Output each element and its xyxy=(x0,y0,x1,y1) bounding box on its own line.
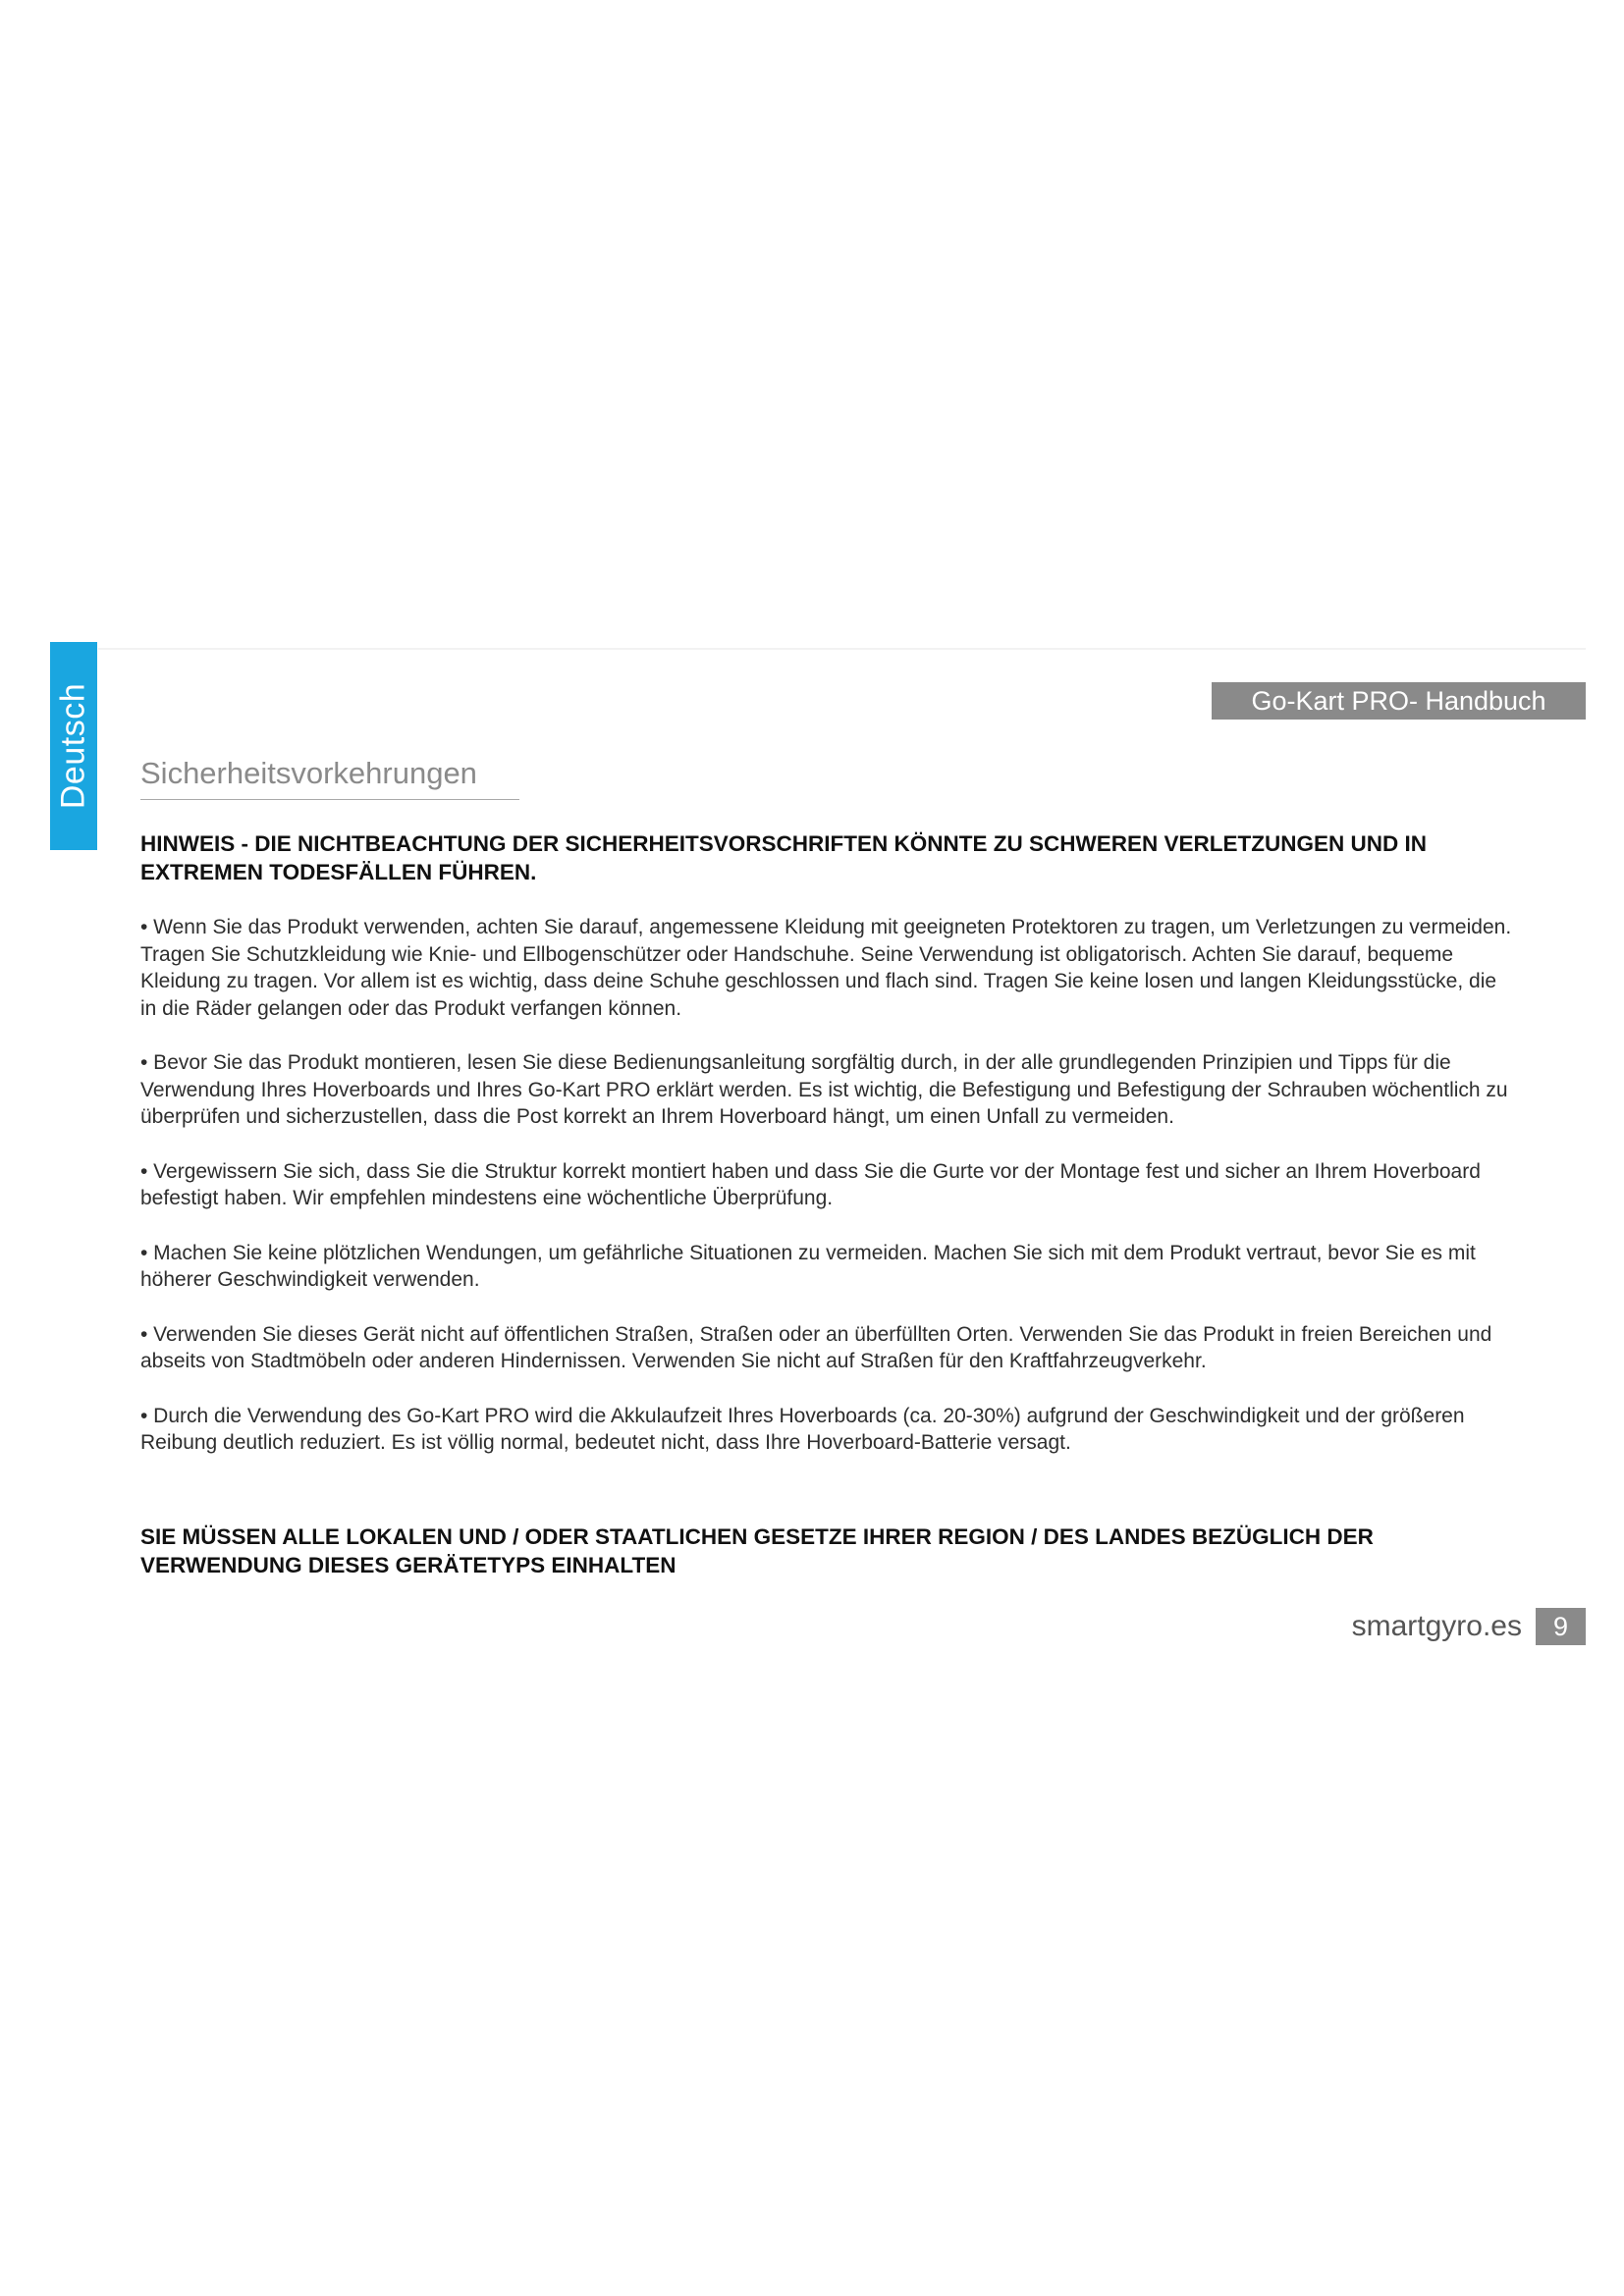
manual-title-banner: Go-Kart PRO- Handbuch xyxy=(1212,682,1586,720)
safety-bullet: • Wenn Sie das Produkt verwenden, achten Sie darauf, angemessene Kleidung mit geeigneten Protektoren zu tragen, um Verletzungen zu vermeiden. Tragen Sie Schutzkleidung wie Knie- und Ellbogenschützer oder Handschuhe. Seine Verwendung ist obligatorisch. Achten Sie darauf, bequeme Kleidung zu tragen. Vor allem ist es wichtig, dass deine Schuhe geschlossen und flach sind. Tragen Sie keine losen und langen Kleidungsstücke, die in die Räder gelangen oder das Produkt verfangen können. xyxy=(140,916,1512,1020)
language-tab xyxy=(50,642,97,850)
safety-bullet: • Bevor Sie das Produkt montieren, lesen Sie diese Bedienungsanleitung sorgfältig durch, in der alle grundlegenden Prinzipien und Tipps für die Verwendung Ihres Hoverboards und Ihres Go-Kart PRO erklärt werden. Es ist wichtig, die Befestigung und Befestigung der Schrauben wöchentlich zu überprüfen und sicherzustellen, dass die Post korrekt an Ihrem Hoverboard hängt, um einen Unfall zu vermeiden. xyxy=(140,1051,1508,1128)
safety-bullet: • Durch die Verwendung des Go-Kart PRO wird die Akkulaufzeit Ihres Hoverboards (ca. 20-30%) aufgrund der Geschwindigkeit und der größeren Reibung deutlich reduziert. Es ist völlig normal, bedeutet nicht, dass Ihre Hoverboard-Batterie versagt. xyxy=(140,1404,1465,1454)
safety-bullet: • Vergewissern Sie sich, dass Sie die Struktur korrekt montiert haben und dass Sie die Gurte vor der Montage fest und sicher an Ihrem Hoverboard befestigt haben. Wir empfehlen mindestens eine wöchentliche Überprüfung. xyxy=(140,1159,1481,1209)
section-title: Sicherheitsvorkehrungen xyxy=(140,756,519,800)
page-number: 9 xyxy=(1536,1608,1586,1645)
safety-bullet-list xyxy=(140,914,1515,1484)
safety-bullet: • Machen Sie keine plötzlichen Wendungen, um gefährliche Situationen zu vermeiden. Machen Sie sich mit dem Produkt vertraut, bevor Sie es mit höherer Geschwindigkeit verwenden. xyxy=(140,1241,1476,1291)
legal-notice-heading: SIE MÜSSEN ALLE LOKALEN UND / ODER STAATLICHEN GESETZE IHRER REGION / DES LANDES BEZÜGLICH DER VERWENDUNG DIESES GERÄTETYPS EINHALTEN xyxy=(140,1524,1374,1577)
warning-heading: HINWEIS - DIE NICHTBEACHTUNG DER SICHERHEITSVORSCHRIFTEN KÖNNTE ZU SCHWEREN VERLETZUNGEN UND IN EXTREMEN TODESFÄLLEN FÜHREN. xyxy=(140,831,1428,884)
language-label: Deutsch xyxy=(54,682,92,810)
header-divider xyxy=(98,648,1586,650)
website-footer: smartgyro.es xyxy=(1351,1610,1522,1642)
safety-bullet: • Verwenden Sie dieses Gerät nicht auf öffentlichen Straßen, Straßen oder an überfüllten Orten. Verwenden Sie das Produkt in freien Bereichen und abseits von Stadtmöbeln oder anderen Hindernissen. Verwenden Sie nicht auf Straßen für den Kraftfahrzeugverkehr. xyxy=(140,1322,1492,1372)
